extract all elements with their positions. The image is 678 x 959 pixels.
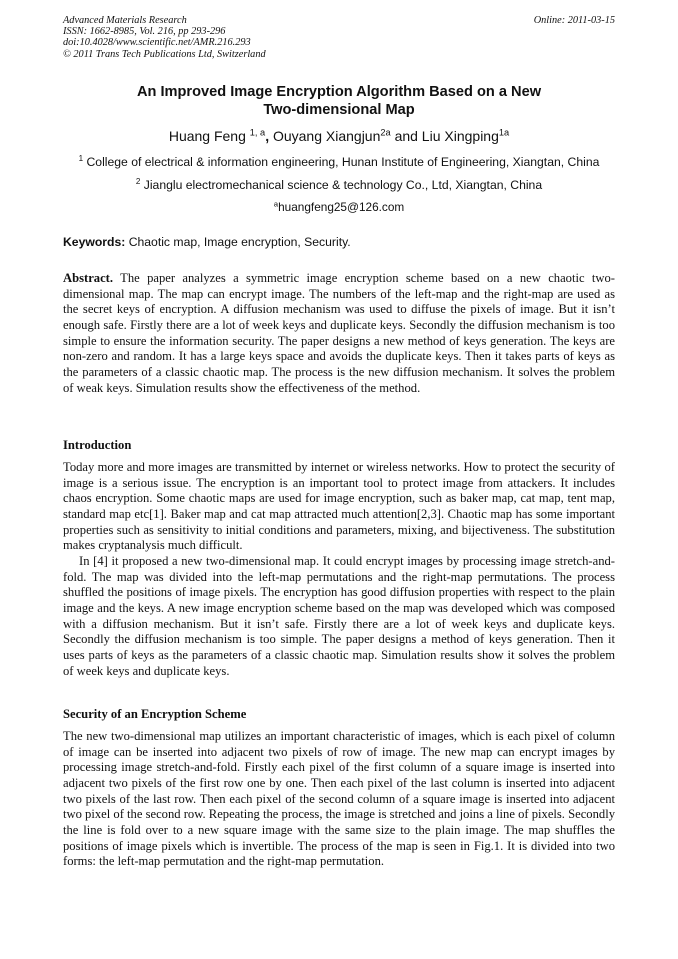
security-paragraph-1: The new two-dimensional map utilizes an important characteristic of images, which is each pixel of column of image can be inserted into adjacent two pixels of row of image. The new map can encrypt images by processing image stretch-and-fold. Firstly each pixel of the first column of a square image is inserted into adjacent two pixels of the first row one by one. Then each pixel of the last column is inserted into adjacent two pixels of the last row. Then each pixel of the second column of a square image is inserted into adjacent two pixel of the second row. Repeating the process, the image is stretched and joins a line of pixels. Secondly the line is fold over to a new square image with the same size to the plain image. The map shuffles the positions of image pixels which is invertible. The process of the map is seen in Fig.1. It is divided into two forms: the left-map permutation and the right-map permutation. [63, 729, 615, 869]
online-date: Online: 2011-03-15 [533, 15, 615, 26]
title-line-2: Two-dimensional Map [263, 102, 415, 118]
affiliation-1 [40, 155, 638, 169]
author-list [40, 127, 638, 145]
abstract-text: The paper analyzes a symmetric image encryption scheme based on a new chaotic two-dimensional map. The map can encrypt image. The numbers of the left-map and the right-map are used as the secret keys of encryption. A diffusion mechanism was used to diffuse the pixels of image. But it isn’t enough safe. Firstly there are a lot of week keys and duplicate keys. Secondly the diffusion mechanism is too simple to ensure the information security. The paper designs a new method of keys generation. The keys are non-zero and random. It has a large keys space and avoids the duplicate keys. Then it takes parts of keys as the parameters of a classic chaotic map. The process is the new diffusion mechanism. It solves the problem of weak keys. Simulation results show the effectiveness of the method. [63, 271, 615, 395]
email-marker: a [273, 199, 279, 209]
author-2-name: Ouyang Xiangjun [272, 128, 381, 144]
affiliation-1-text: College of electrical & information engineering, Hunan Institute of Engineering, Xiangtan, China [86, 155, 600, 169]
author-3-affiliation: 1a [498, 127, 510, 138]
keywords [63, 235, 615, 249]
introduction-heading: Introduction [63, 438, 132, 452]
affiliation-1-marker: 1 [78, 154, 84, 164]
introduction-paragraph-1: Today more and more images are transmitted by internet or wireless networks. How to protect the security of image is a serious issue. The encryption is an important tool to protect image from attackers. It includes chaos encryption. Some chaotic maps are used for image encryption, such as baker map, cat map, tent map, standard map etc[1]. Baker map and cat map attracted much attention[2,3]. Chaotic map has some important properties such as sensitivity to initial conditions and parameters, mixing, and bijectiveness. The substitution makes cryptanalysis much difficult. [63, 460, 615, 553]
title-line-1: An Improved Image Encryption Algorithm Based on a New [136, 84, 542, 100]
issn-line: ISSN: 1662-8985, Vol. 216, pp 293-296 [63, 26, 226, 38]
author-email [40, 200, 638, 214]
keywords-text: Chaotic map, Image encryption, Security. [128, 235, 351, 249]
author-2-affiliation: 2a [380, 127, 391, 138]
author-separator: , [265, 128, 273, 144]
journal-name: Advanced Materials Research [63, 15, 187, 26]
journal-header [63, 15, 615, 60]
copyright-line: © 2011 Trans Tech Publications Ltd, Switzerland [63, 48, 266, 60]
security-heading: Security of an Encryption Scheme [63, 707, 247, 721]
security-body [63, 729, 615, 870]
author-1-name: Huang Feng [168, 128, 250, 144]
author-3-name: and Liu Xingping [394, 128, 499, 144]
keywords-label: Keywords: [63, 235, 126, 249]
affiliation-2 [40, 178, 638, 192]
email-text: huangfeng25@126.com [278, 200, 405, 214]
introduction-paragraph-2: In [4] it proposed a new two-dimensional map. It could encrypt images by processing image stretch-and-fold. The map was divided into the left-map permutations and the right-map permutations. The process shuffled the positions of image pixels. The encryption has good diffusion properties with respect to the plain image and the keys. A new image encryption scheme based on the map was developed which was composed with a diffusion mechanism. But it isn’t safe. Firstly there are a lot of week keys and duplicate keys. Secondly the diffusion mechanism is too simple. The paper designs a method of keys generation. Then it uses parts of keys as the parameters of a classic chaotic map. Simulation results show it solves the problem of week keys and duplicate keys. [63, 553, 615, 678]
doi-line: doi:10.4028/www.scientific.net/AMR.216.293 [63, 37, 251, 49]
author-1-affiliation: 1, a [249, 127, 266, 138]
paper-title [63, 83, 615, 119]
introduction-body [63, 460, 615, 679]
abstract [63, 271, 615, 396]
abstract-label: Abstract. [63, 271, 114, 285]
affiliation-2-text: Jianglu electromechanical science & technology Co., Ltd, Xiangtan, China [143, 178, 543, 192]
affiliation-2-marker: 2 [135, 177, 141, 187]
